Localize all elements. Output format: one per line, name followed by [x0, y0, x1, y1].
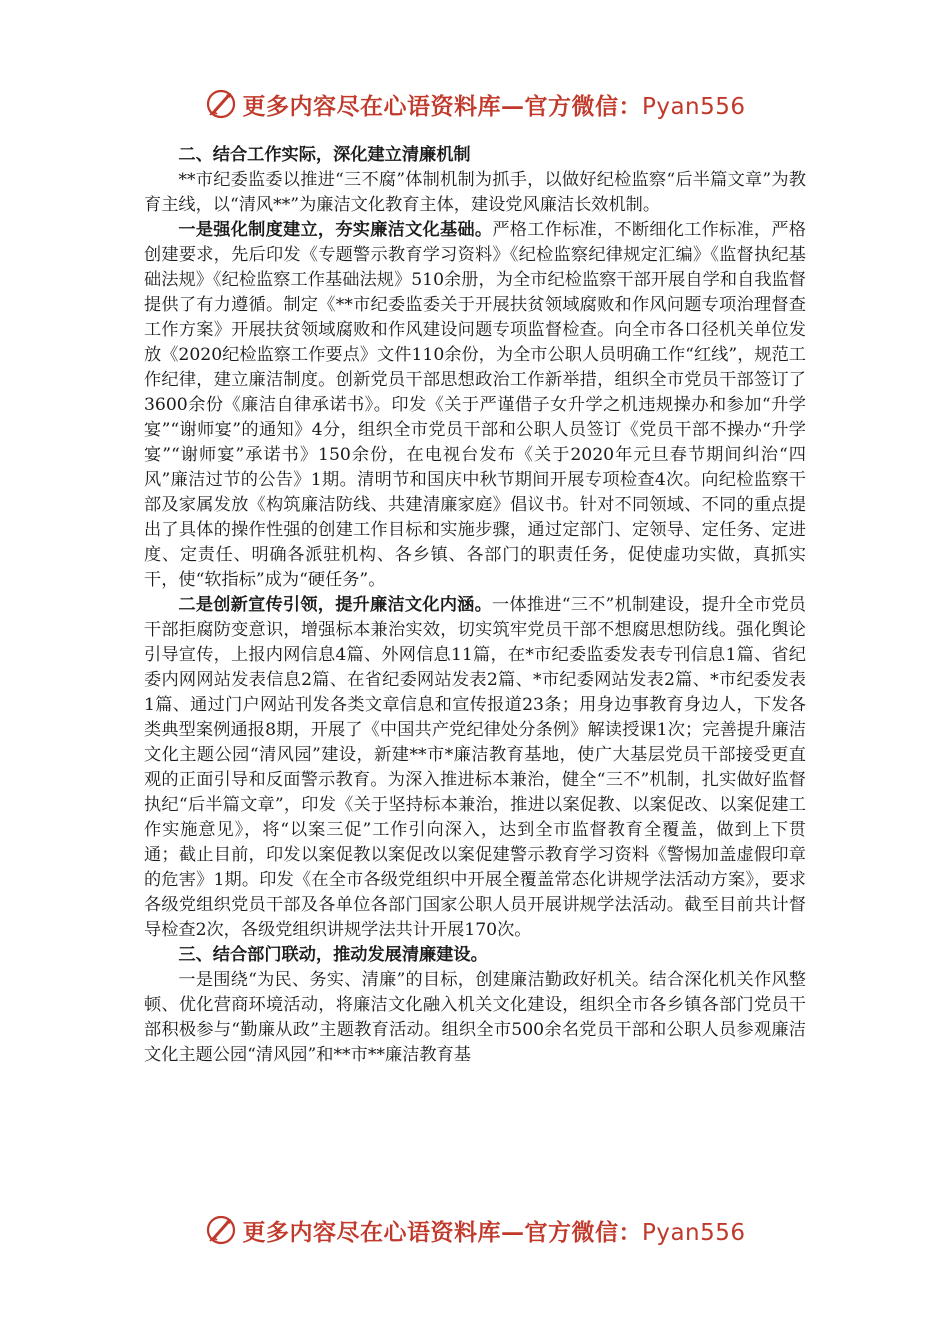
item-2-lead: 二是创新宣传引领，提升廉洁文化内涵。 — [178, 595, 492, 615]
section-3-item-1: 一是围绕“为民、务实、清廉”的目标，创建廉洁勤政好机关。结合深化机关作风整顿、优化营商环境活动，将廉洁文化融入机关文化建设，组织全市各乡镇各部门党员干部积极参与“勤廉从政”主题教育活动。组织全市500余名党员干部和公职人员参观廉洁文化主题公园“清风园”和**市**廉洁教育基 — [144, 970, 806, 1065]
watermark-text-cn: 更多内容尽在心语资料库—官方微信： — [242, 1218, 642, 1246]
footer-watermark-banner — [0, 1210, 950, 1250]
watermark-wechat-id: Pyan556 — [641, 1219, 746, 1246]
header-watermark-banner — [0, 84, 950, 124]
section-2-item-1 — [144, 218, 806, 593]
watermark-wechat-id: Pyan556 — [641, 93, 746, 120]
item-1-lead: 一是强化制度建立，夯实廉洁文化基础。 — [178, 220, 493, 240]
section-heading-2: 二、结合工作实际，深化建立清廉机制 — [178, 145, 471, 165]
watermark-text — [242, 88, 745, 121]
item-2-body: 一体推进“三不”机制建设，提升全市党员干部拒腐防变意识，增强标本兼治实效，切实筑牢党员干部不想腐思想防线。强化舆论引导宣传，上报内网信息4篇、外网信息11篇，在*市纪委监委发表专刊信息1篇、省纪委内网网站发表信息2篇、在省纪委网站发表2篇、*市纪委网站发表2篇、*市纪委发表1篇、通过门户网站刊发各类文章信息和宣传报道23条；用身边事教育身边人，下发各类典型案例通报8期，开展了《中国共产党纪律处分条例》解读授课1次；完善提升廉洁文化主题公园“清风园”建设，新建**市*廉洁教育基地，使广大基层党员干部接受更直观的正面引导和反面警示教育。为深入推进标本兼治，健全“三不”机制，扎实做好监督执纪“后半篇文章”，印发《关于坚持标本兼治，推进以案促教、以案促改、以案促建工作实施意见》，将“以案三促”工作引向深入，达到全市监督教育全覆盖，做到上下贯通；截止目前，印发以案促教以案促改以案促建警示教育学习资料《警惕加盖虚假印章的危害》1期。印发《在全市各级党组织中开展全覆盖常态化讲规学法活动方案》，要求各级党组织党员干部及各单位各部门国家公职人员开展讲规学法活动。截至目前共计督导检查2次，各级党组织讲规学法共计开展170次。 — [144, 595, 806, 940]
section-2-intro: **市纪委监委以推进“三不腐”体制机制为抓手，以做好纪检监察“后半篇文章”为教育主线，以“清风**”为廉洁文化教育主体，建设党风廉洁长效机制。 — [144, 170, 806, 215]
section-2-item-2 — [144, 593, 806, 943]
item-1-body: 严格工作标准，不断细化工作标准，严格创建要求，先后印发《专题警示教育学习资料》《纪检监察纪律规定汇编》《监督执纪基础法规》《纪检监察工作基础法规》510余册，为全市纪检监察干部开展自学和自我监督提供了有力遵循。制定《**市纪委监委关于开展扶贫领域腐败和作风问题专项治理督查工作方案》开展扶贫领域腐败和作风建设问题专项监督检查。向全市各口径机关单位发放《2020纪检监察工作要点》文件110余份，为全市公职人员明确工作“红线”，规范工作纪律，建立廉洁制度。创新党员干部思想政治工作新举措，组织全市党员干部签订了3600余份《廉洁自律承诺书》。印发《关于严谨借子女升学之机违规操办和参加“升学宴”“谢师宴”的通知》4分，组织全市党员干部和公职人员签订《党员干部不操办“升学宴”“谢师宴”承诺书》150余份，在电视台发布《关于2020年元旦春节期间纠治“四风”廉洁过节的公告》1期。清明节和国庆中秋节期间开展专项检查4次。向纪检监察干部及家属发放《构筑廉洁防线、共建清廉家庭》倡议书。针对不同领域、不同的重点提出了具体的操作性强的创建工作目标和实施步骤，通过定部门、定领导、定任务、定进度、定责任、明确各派驻机构、各乡镇、各部门的职责任务，促使虚功实做，真抓实干，使“软指标”成为“硬任务”。 — [144, 220, 806, 590]
document-body — [144, 143, 806, 1068]
section-heading-3: 三、结合部门联动，推动发展清廉建设。 — [178, 945, 488, 965]
pen-circle-logo-icon — [204, 87, 238, 121]
pen-circle-logo-icon — [204, 1213, 238, 1247]
watermark-text-cn: 更多内容尽在心语资料库—官方微信： — [242, 92, 642, 120]
watermark-text — [242, 1214, 745, 1247]
